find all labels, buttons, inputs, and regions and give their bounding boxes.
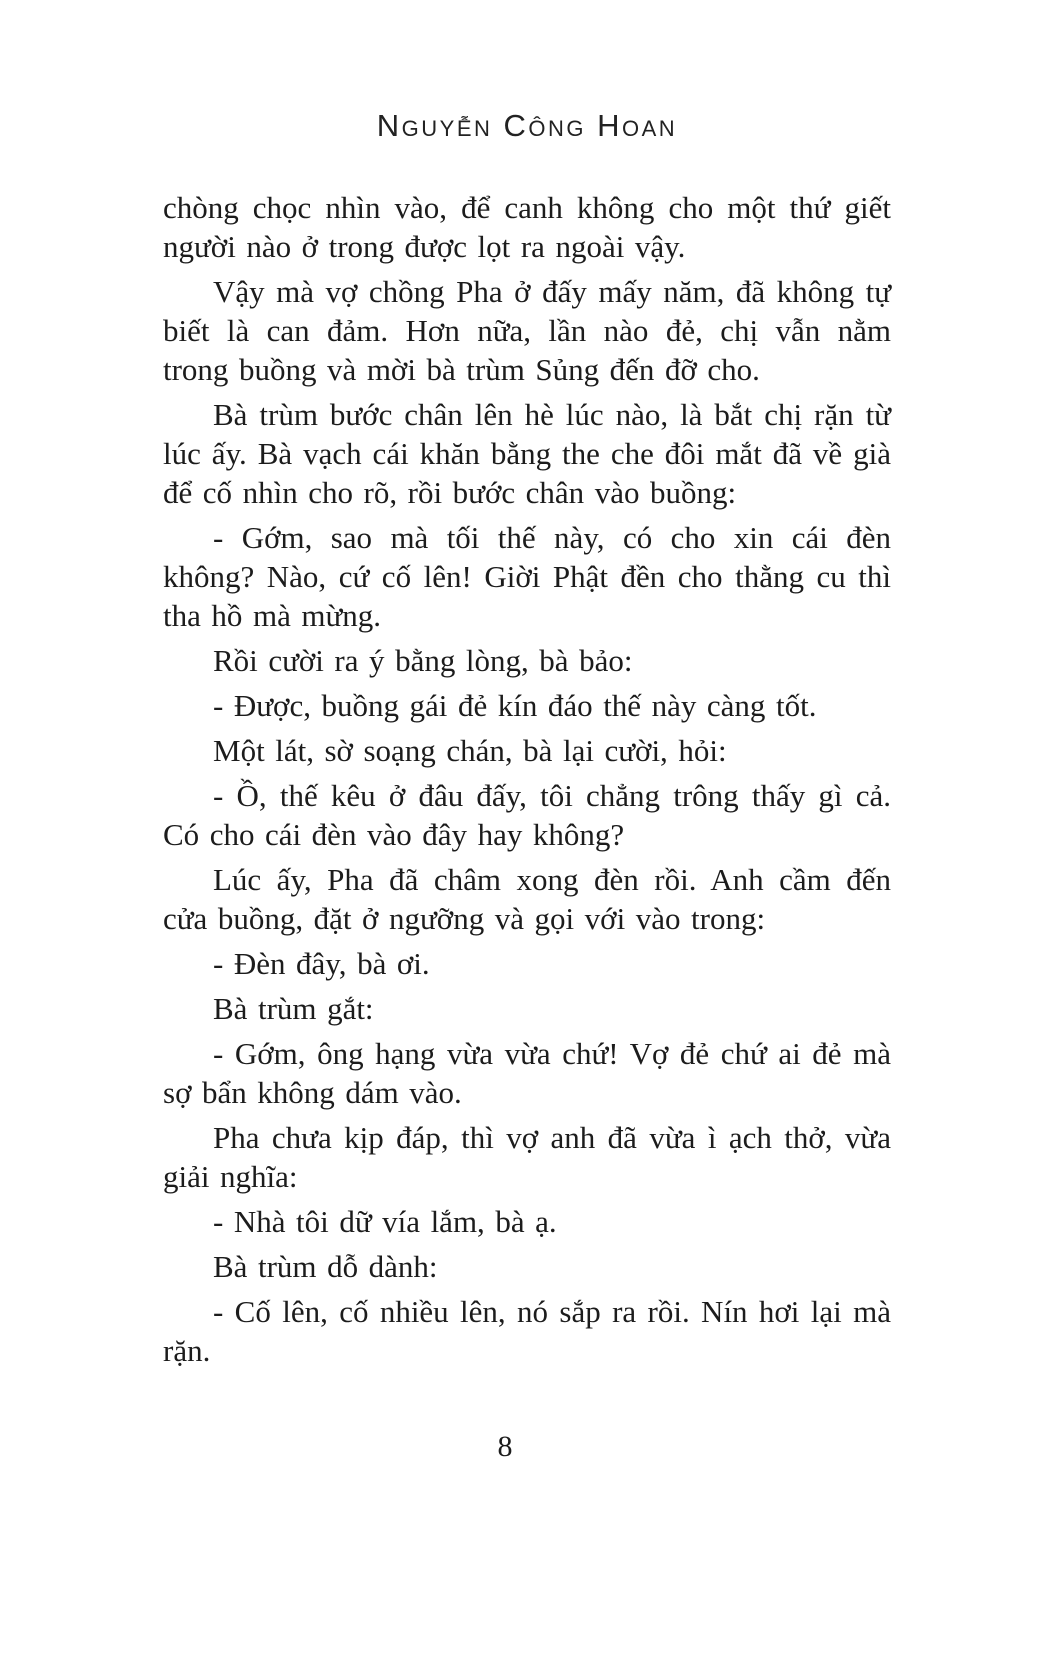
paragraph: Vậy mà vợ chồng Pha ở đấy mấy năm, đã không tự biết là can đảm. Hơn nữa, lần nào đẻ, chị vẫn nằm trong buồng và mời bà trùm Sủng đến đỡ cho.	[163, 274, 891, 387]
paragraph: Bà trùm bước chân lên hè lúc nào, là bắt chị rặn từ lúc ấy. Bà vạch cái khăn bằng the che đôi mắt đã về già để cố nhìn cho rõ, rồi bước chân vào buồng:	[163, 397, 891, 510]
paragraph: - Nhà tôi dữ vía lắm, bà ạ.	[213, 1204, 557, 1239]
paragraph: Rồi cười ra ý bằng lòng, bà bảo:	[213, 643, 633, 678]
paragraph: Bà trùm gắt:	[213, 991, 374, 1026]
paragraph: - Được, buồng gái đẻ kín đáo thế này càng tốt.	[213, 688, 817, 723]
text-column	[163, 108, 891, 1376]
paragraph: Bà trùm dỗ dành:	[213, 1249, 438, 1284]
paragraph: - Gớm, sao mà tối thế này, có cho xin cái đèn không? Nào, cứ cố lên! Giời Phật đền cho thằng cu thì tha hồ mà mừng.	[163, 520, 891, 633]
paragraph: - Đèn đây, bà ơi.	[213, 946, 430, 981]
paragraph: - Gớm, ông hạng vừa vừa chứ! Vợ đẻ chứ ai đẻ mà sợ bẩn không dám vào.	[163, 1036, 891, 1110]
page-body	[163, 188, 891, 1370]
paragraph: Lúc ấy, Pha đã châm xong đèn rồi. Anh cầm đến cửa buồng, đặt ở ngưỡng và gọi với vào trong:	[163, 862, 891, 936]
page-number: 8	[497, 1430, 513, 1463]
running-header-author: Nguyễn Công Hoan	[376, 108, 678, 143]
paragraph: Pha chưa kịp đáp, thì vợ anh đã vừa ì ạch thở, vừa giải nghĩa:	[163, 1120, 891, 1194]
paragraph: - Cố lên, cố nhiều lên, nó sắp ra rồi. Nín hơi lại mà rặn.	[163, 1294, 891, 1368]
paragraph: Một lát, sờ soạng chán, bà lại cười, hỏi:	[213, 733, 727, 768]
paragraph: chòng chọc nhìn vào, để canh không cho một thứ giết người nào ở trong được lọt ra ngoài vậy.	[163, 190, 891, 264]
paragraph: - Ồ, thế kêu ở đâu đấy, tôi chẳng trông thấy gì cả. Có cho cái đèn vào đây hay không?	[163, 778, 891, 852]
